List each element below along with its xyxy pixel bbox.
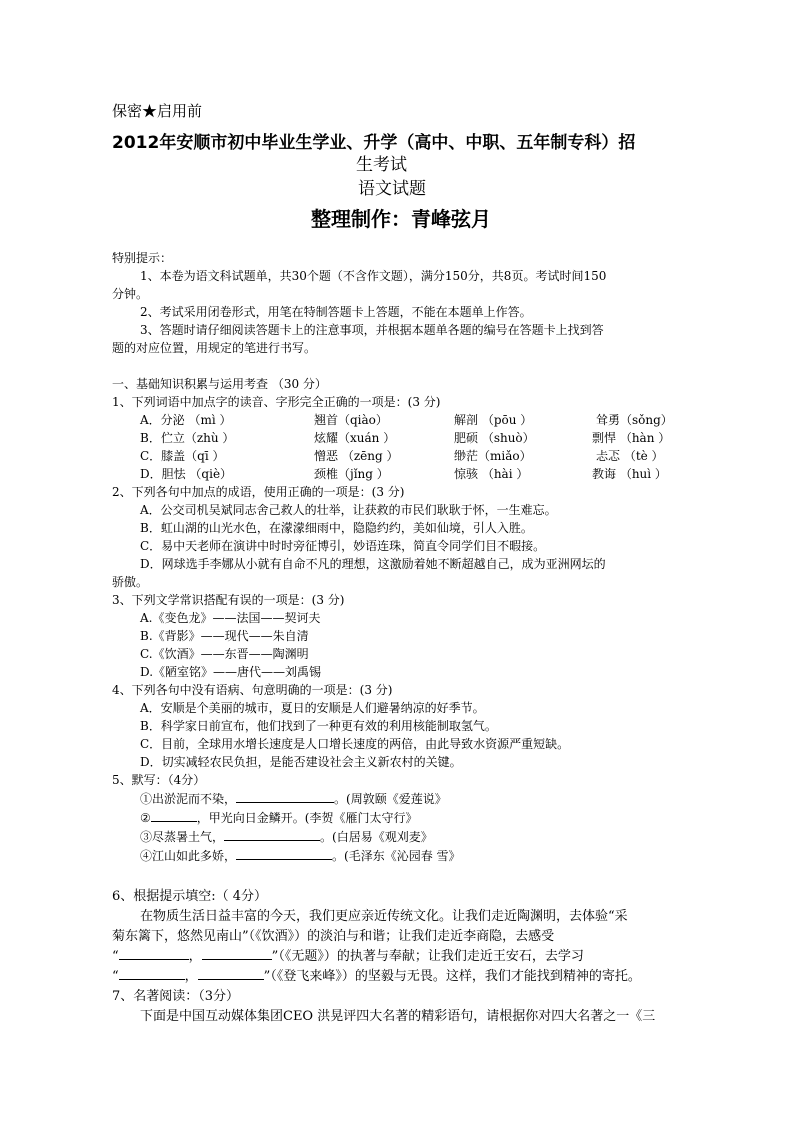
q6-line2: 菊东篱下，悠然见南山”（《饮酒》）的淡泊与和谐；让我们走近李商隐，去感受 [112,929,555,944]
q5-line2-suffix: ，甲光向日金鳞开。(李贺《雁门太守行》 [196,811,418,825]
q1-c-4: 忐忑 （tè ） [596,449,664,463]
q5-blank-3[interactable] [224,828,320,841]
q1-b-3: 肥硕 （shuò） [454,431,535,445]
q5-line1 [140,790,447,808]
notice-item3-line2: 题的对应位置，用规定的笔进行书写。 [112,341,317,355]
section1-heading: 一、基础知识积累与运用考查 （30 分） [112,377,327,391]
notice-item1-line2: 分钟。 [112,287,149,301]
q1-stem: 1、下列词语中加点字的读音、字形完全正确的一项是：(3 分) [112,395,441,409]
q2-option-a: A．公交司机吴斌同志舍己救人的壮举，让获救的市民们耿耿于怀，一生难忘。 [140,503,557,517]
q2-option-b: B．虹山湖的山光水色，在濛濛细雨中，隐隐约约，美如仙境，引人入胜。 [140,521,533,535]
q3-stem: 3、下列文学常识搭配有误的一项是：(3 分) [112,593,345,607]
exam-title-line1: 2012年安顺市初中毕业生学业、升学（高中、中职、五年制专科）招 [112,133,636,153]
q6-blank-3[interactable] [119,967,185,980]
notice-item3-line1: 3、答题时请仔细阅读答题卡上的注意事项，并根据本题单各题的编号在答题卡上找到答 [140,323,604,337]
q2-option-d-line2: 骄傲。 [112,575,149,589]
q5-line1-prefix: ①出淤泥而不染， [140,792,237,806]
q6-line4-text: ”（《登飞来峰》）的坚毅与无畏。这样，我们才能找到精神的寄托。 [263,969,641,984]
q6-blank-4[interactable] [198,967,264,980]
q1-d-1: D．胆怯 （qiè） [140,467,233,481]
q1-a-4: 耸勇（sǒng） [596,413,673,427]
exam-title-line2: 生考试 [356,155,407,175]
q5-line1-suffix: 。(周敦颐《爱莲说》 [334,792,447,806]
q7-line1: 下面是中国互动媒体集团CEO 洪晃评四大名著的精彩语句，请根据你对四大名著之一《三 [140,1009,656,1024]
q5-stem: 5、默写：（4分） [112,773,206,787]
secret-label: 保密★启用前 [112,102,203,120]
q2-option-c: C．易中天老师在演讲中时时旁征博引，妙语连珠，简直令同学们目不暇接。 [140,539,546,553]
q5-blank-1[interactable] [236,790,334,803]
q1-c-1: C．膝盖（qī ） [140,449,225,463]
q7-stem: 7、名著阅读：（3分） [112,989,240,1004]
q1-b-2: 炫耀（xuán ） [314,431,396,445]
q5-line2 [140,809,417,827]
q5-line3-suffix: 。(白居易《观刈麦》 [320,830,433,844]
q1-b-1: B．伫立（zhù ） [140,431,235,445]
maker-credit: 整理制作：青峰弦月 [311,207,491,231]
q6-line4: “ ， ”（《登飞来峰》）的坚毅与无畏。这样，我们才能找到精神的寄托。 [112,969,641,984]
q1-d-4: 教诲 （huì ） [592,467,667,481]
q1-c-3: 缈茫（miǎo） [454,449,532,463]
q6-blank-1[interactable] [119,947,189,960]
q5-line4-prefix: ④江山如此多娇， [140,849,237,863]
q2-stem: 2、下列各句中加点的成语，使用正确的一项是：(3 分) [112,485,405,499]
q6-line3: “ ， ”（《无题》）的执著与奉献；让我们走近王安石，去学习 [112,949,584,964]
q6-line1: 在物质生活日益丰富的今天，我们更应亲近传统文化。让我们走近陶渊明，去体验“采 [140,909,628,924]
q4-option-c: C．目前，全球用水增长速度是人口增长速度的两倍，由此导致水资源严重短缺。 [140,737,570,751]
q6-blank-2[interactable] [202,947,272,960]
subject-title: 语文试题 [358,179,426,199]
q3-option-a: A.《变色龙》——法国——契诃夫 [140,611,321,625]
q5-line4-suffix: 。(毛泽东《沁园春 雪》 [332,849,461,863]
q5-blank-4[interactable] [236,847,332,860]
q5-line2-prefix: ② [140,811,151,825]
notice-item1-line1: 1、本卷为语文科试题单，共30个题（不含作文题），满分150分，共8页。考试时间150 [140,269,607,283]
q1-b-4: 剽悍 （hàn ） [592,431,671,445]
q6-stem: 6、根据提示填空:（ 4分） [112,889,268,904]
q4-option-a: A．安顺是个美丽的城市，夏日的安顺是人们避暑纳凉的好季节。 [140,701,485,715]
q5-line3 [140,828,433,846]
q5-line3-prefix: ③尽蒸暑土气， [140,830,225,844]
q2-option-d-line1: D．网球选手李娜从小就有自命不凡的理想，这激励着她不断超越自己，成为亚洲网坛的 [140,557,606,571]
q4-option-d: D．切实减轻农民负担，是能否建设社会主义新农村的关键。 [140,755,462,769]
q4-stem: 4、下列各句中没有语病、句意明确的一项是：(3 分) [112,683,393,697]
q3-option-c: C.《饮酒》——东晋——陶渊明 [140,647,309,661]
notice-label: 特别提示： [112,251,173,265]
notice-item2: 2、考试采用闭卷形式，用笔在特制答题卡上答题，不能在本题单上作答。 [140,305,532,319]
q3-option-b: B.《背影》——现代——朱自清 [140,629,309,643]
q1-a-2: 翘首（qiào） [314,413,388,427]
q6-line3-text: ”（《无题》）的执著与奉献；让我们走近王安石，去学习 [271,949,584,964]
q3-option-d: D.《陋室铭》——唐代——刘禹锡 [140,665,322,679]
q1-a-3: 解剖 （pōu ） [454,413,533,427]
q1-a-1: A．分泌 （mì ） [140,413,232,427]
q5-line4 [140,847,461,865]
q5-blank-2[interactable] [151,809,197,822]
q1-d-3: 惊骇 （hài ） [454,467,529,481]
q1-c-2: 憎恶 （zēng ） [314,449,399,463]
q1-d-2: 颈椎（jǐng ） [314,467,389,481]
q4-option-b: B．科学家日前宣布，他们找到了一种更有效的利用核能制取氢气。 [140,719,497,733]
